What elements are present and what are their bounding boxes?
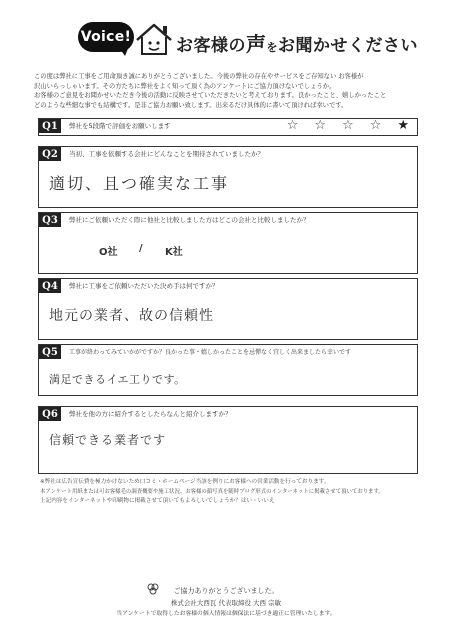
- header: [78, 18, 418, 70]
- closing-text: ご協力ありがとうございました。: [173, 587, 279, 595]
- voice-badge-tail: [118, 46, 129, 56]
- house-icon: [134, 20, 174, 60]
- question-number: Q1: [39, 119, 61, 133]
- question-q1: [38, 118, 418, 136]
- consent-line: [40, 497, 430, 507]
- question-text: 弊社を他の方に紹介するとしたらなんと紹介しますか？: [69, 410, 232, 418]
- consent-yes-option[interactable]: [241, 497, 252, 507]
- answer-separator: /: [139, 243, 143, 254]
- company-signature: 株式会社大西瓦 代表取締役 大西 宗敏: [170, 599, 282, 607]
- answer-text: 信頼できる業者です: [49, 433, 167, 447]
- intro-line: お客様のご意見をお聞かせいただき今後の活動に反映させていただきたいと考えております。良かったこと、嬉しかったこと: [34, 92, 387, 99]
- page-title: [176, 28, 418, 57]
- question-text: 工事が終わってみていかがですか？良かった事・嬉しかったことを忌憚なく宜しく出来ましたら幸いです: [69, 349, 351, 356]
- consent-no-label: いいえ: [257, 498, 275, 504]
- star-icon[interactable]: ☆: [314, 118, 327, 133]
- question-number: Q4: [39, 279, 61, 293]
- title-part3: お聞かせください: [278, 36, 418, 56]
- title-part1: お客様の: [176, 36, 246, 56]
- intro-text: [34, 72, 418, 110]
- answer-text: 適切、且つ確実な工事: [49, 174, 230, 193]
- star-icon[interactable]: ☆: [342, 118, 354, 133]
- star-icon-selected[interactable]: ★: [397, 118, 409, 133]
- privacy-notice: 当アンケートで取得したお客様の個人情報は個保法に基づき適正に管理いたします。: [116, 611, 336, 617]
- answer-company-a: O社: [99, 247, 118, 258]
- question-text: 弊社を5段階で評価をお願いします: [69, 122, 171, 130]
- question-text: 弊社にご依頼いただく際に他社と比較しました方はどこの会社と比較しましたか？: [69, 216, 310, 224]
- answer-text: 満足できるイエ工りです。: [49, 373, 186, 386]
- consent-divider: ・: [252, 498, 258, 504]
- voice-badge: Voice!: [78, 22, 134, 52]
- question-q4: [38, 278, 418, 340]
- intro-line: この度は弊社に工事をご用命頂き誠にありがとうございました。今後の弊社の存在やサービスをご存知ない お客様が: [34, 73, 364, 80]
- consent-no-option[interactable]: [258, 497, 275, 507]
- consent-yes-label: はい: [240, 498, 253, 504]
- question-text: 当初、工事を依頼する会社にどんなことを期待されていましたか？: [69, 150, 264, 158]
- question-number: Q2: [39, 147, 61, 161]
- star-icon[interactable]: ☆: [369, 118, 382, 133]
- footnote-line: ※弊社は広告宣伝費を極力かけないため口コミ・ホームページ当該を例りにお客様への営業活動を行っております。: [40, 479, 330, 485]
- intro-line: どのような些細な事でも結構です。是非ご協力お願い致します。出来るだけ具体的に書いて頂ければ幸いです。: [34, 101, 348, 109]
- question-text: 弊社に工事をご依頼いただいた決め手は何ですか？: [69, 282, 219, 290]
- question-q3: [38, 212, 418, 274]
- intro-line: 沢山いらっしゃいます。その方たちに弊社をよく知って頂く為のアンケートにご協力頂けないでしょうか。: [34, 82, 336, 90]
- title-small: を: [266, 41, 278, 54]
- footnotes: [40, 478, 430, 507]
- answer-company-b: K社: [165, 247, 183, 258]
- question-q2: [38, 146, 418, 208]
- star-icon[interactable]: ☆: [286, 118, 299, 133]
- question-q5: [38, 344, 418, 396]
- title-part2: 声: [246, 32, 267, 56]
- question-number: Q5: [39, 345, 61, 359]
- footnote-line: 本アンケート用紙または可お客様毛の調査概要や施工状況、お客様の顔写真を随時ブログ形式のインターネットに掲載させて頂いております。: [40, 488, 384, 495]
- question-q6: [38, 406, 418, 474]
- answer-text: 地元の業者、故の信頼性: [49, 308, 214, 324]
- rating-stars: [287, 119, 409, 133]
- consent-question: 上記内容をインターネットや印刷物に掲載させて頂いてもよろしいでしょうか？: [40, 498, 241, 504]
- question-number: Q3: [39, 213, 61, 227]
- question-number: Q6: [39, 407, 61, 421]
